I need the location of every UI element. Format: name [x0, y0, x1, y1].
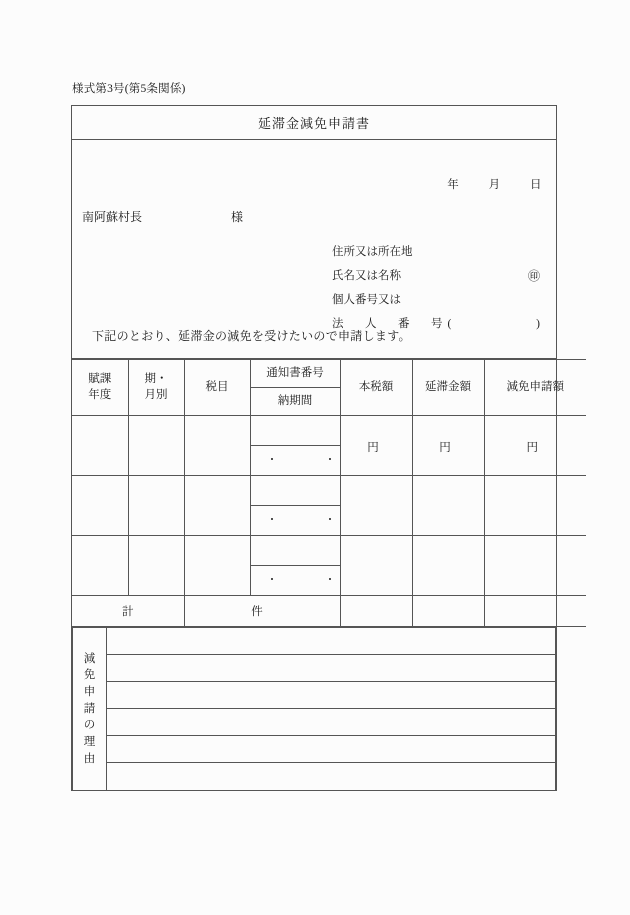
- cell-payment-period[interactable]: [251, 566, 354, 594]
- reason-line[interactable]: [107, 709, 555, 736]
- total-count-unit[interactable]: 件: [184, 596, 340, 627]
- cell-notice-number-group[interactable]: [250, 536, 354, 596]
- reason-label-char: 免: [83, 669, 96, 682]
- date-dots: ・ ・: [266, 454, 354, 466]
- reason-line[interactable]: [107, 628, 555, 655]
- header-period-line2: 月別: [144, 388, 168, 401]
- application-form: [71, 105, 564, 791]
- date-year-label: 年: [447, 179, 460, 191]
- applicant-block: [332, 240, 544, 336]
- applicant-corporate-number-close: ): [536, 318, 540, 330]
- cell-tax-amount[interactable]: [340, 536, 412, 596]
- cell-delinquency-amount[interactable]: [412, 536, 484, 596]
- header-fiscal-year-line1: 賦課: [88, 372, 112, 385]
- delinquency-table: [72, 359, 586, 627]
- reason-label-char: 請: [83, 702, 96, 715]
- applicant-address-label: 住所又は所在地: [332, 246, 413, 258]
- applicant-name-label: 氏名又は名称: [332, 270, 401, 282]
- cell-delinquency-amount[interactable]: 円: [412, 416, 484, 476]
- cell-notice-number-group[interactable]: [250, 476, 354, 536]
- table-total-row: [72, 596, 586, 627]
- cell-fiscal-year[interactable]: [72, 476, 128, 536]
- reason-label: [73, 628, 107, 791]
- reason-line[interactable]: [107, 736, 555, 763]
- cell-period[interactable]: [128, 536, 184, 596]
- seal-icon: ㊞: [527, 269, 540, 283]
- date-line: [447, 176, 542, 192]
- cell-reduction-request-amount[interactable]: [484, 536, 586, 596]
- date-dots: ・ ・: [266, 574, 354, 586]
- header-reduction-request-amount: 減免申請額: [484, 360, 586, 416]
- cell-payment-period[interactable]: [251, 446, 354, 474]
- date-dots: ・ ・: [266, 514, 354, 526]
- form-title-row: [72, 106, 556, 140]
- cell-delinquency-amount[interactable]: [412, 476, 484, 536]
- addressee-name: 南阿蘇村長: [82, 210, 143, 224]
- table-header-row: [72, 360, 586, 416]
- reason-line[interactable]: [107, 682, 555, 709]
- header-payment-period: 納期間: [277, 395, 313, 407]
- cell-tax-amount[interactable]: [340, 476, 412, 536]
- header-fiscal-year-line2: 年度: [88, 388, 112, 401]
- cell-notice-number[interactable]: [251, 537, 340, 566]
- addressee-honorific: 様: [231, 210, 244, 224]
- total-reduction-request-amount[interactable]: [484, 596, 586, 627]
- header-delinquency-amount: 延滞金額: [412, 360, 484, 416]
- applicant-individual-number-row: [332, 288, 544, 312]
- cell-tax-item[interactable]: [184, 416, 250, 476]
- applicant-corporate-number-label: 法 人 番 号(: [332, 318, 457, 330]
- table-row: [72, 536, 586, 596]
- cell-period[interactable]: [128, 416, 184, 476]
- date-month-label: 月: [488, 179, 501, 191]
- applicant-individual-number-label: 個人番号又は: [332, 294, 401, 306]
- cell-notice-number[interactable]: [251, 477, 340, 506]
- cell-tax-amount[interactable]: 円: [340, 416, 412, 476]
- header-notice-number: 通知書番号: [251, 360, 340, 388]
- reason-label-char: 由: [83, 752, 96, 765]
- header-period: [128, 360, 184, 416]
- addressee-line: [82, 208, 243, 225]
- reason-line[interactable]: [107, 763, 555, 790]
- applicant-name-row: [332, 264, 544, 288]
- total-label: 計: [72, 596, 184, 627]
- cell-reduction-request-amount[interactable]: [484, 476, 586, 536]
- header-notice-number-group: [250, 360, 340, 416]
- date-day-label: 日: [530, 179, 542, 191]
- header-tax-item: 税目: [184, 360, 250, 416]
- reason-section: [72, 627, 556, 791]
- header-fiscal-year: [72, 360, 128, 416]
- total-delinquency-amount[interactable]: [412, 596, 484, 627]
- cell-fiscal-year[interactable]: [72, 536, 128, 596]
- cell-period[interactable]: [128, 476, 184, 536]
- cell-tax-item[interactable]: [184, 476, 250, 536]
- form-header-area: [72, 140, 556, 359]
- reason-label-char: 減: [83, 652, 96, 665]
- cell-tax-item[interactable]: [184, 536, 250, 596]
- table-row: [72, 476, 586, 536]
- reason-label-char: 申: [83, 685, 96, 698]
- reason-line[interactable]: [107, 655, 555, 682]
- table-row: [72, 416, 586, 476]
- form-number-label: 様式第3号(第5条関係): [72, 83, 186, 95]
- reason-label-char: の: [83, 719, 96, 732]
- cell-payment-period[interactable]: [251, 506, 354, 534]
- header-tax-amount: 本税額: [340, 360, 412, 416]
- cell-notice-number-group[interactable]: [250, 416, 354, 476]
- cell-notice-number[interactable]: [251, 417, 340, 446]
- header-period-line1: 期・: [144, 372, 168, 385]
- reason-input-area[interactable]: [107, 628, 556, 791]
- total-tax-amount[interactable]: [340, 596, 412, 627]
- application-statement: 下記のとおり、延滞金の減免を受けたいので申請します。: [92, 329, 411, 343]
- reason-label-char: 理: [83, 736, 96, 748]
- cell-reduction-request-amount[interactable]: 円: [484, 416, 586, 476]
- form-title: 延滞金減免申請書: [257, 116, 370, 131]
- applicant-address-row: [332, 240, 544, 264]
- reason-row: [73, 628, 556, 791]
- cell-fiscal-year[interactable]: [72, 416, 128, 476]
